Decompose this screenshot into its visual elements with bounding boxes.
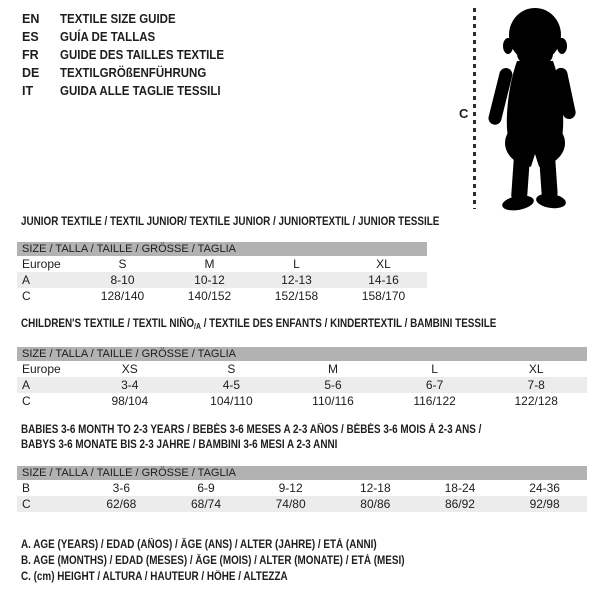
footnotes [21, 537, 467, 585]
language-row-de [22, 64, 238, 82]
language-code: FR [22, 48, 39, 62]
footnote-c [21, 569, 467, 585]
cell: 62/68 [79, 496, 164, 512]
language-code: DE [22, 66, 40, 80]
cell: 4-5 [181, 377, 283, 393]
size-header-bar: SIZE / TALLA / TAILLE / GRÖSSE / TAGLIA [17, 242, 427, 256]
language-row-es [22, 28, 238, 46]
language-label: TEXTILGRÖßENFÜHRUNG [60, 66, 207, 80]
size-header-row [17, 347, 587, 361]
cell: 12-13 [253, 272, 340, 288]
cell: 110/116 [312, 394, 354, 408]
language-label: GUIDA ALLE TAGLIE TESSILI [60, 84, 221, 98]
cell: 7-8 [485, 377, 587, 393]
row-label: C [22, 394, 31, 408]
title-pre: CHILDREN'S TEXTILE / TEXTIL NIÑO [21, 318, 195, 330]
size-header-row [17, 466, 587, 480]
cell: 104/110 [210, 394, 253, 408]
table-row [17, 393, 587, 409]
cell: 116/122 [413, 394, 456, 408]
row-label: Europe [22, 362, 61, 376]
height-measure-line [473, 8, 476, 209]
cell: 24-36 [529, 481, 560, 495]
cell: 158/170 [361, 289, 406, 303]
junior-table-title [21, 215, 507, 230]
table-row [17, 288, 427, 304]
size-header-bar: SIZE / TALLA / TAILLE / GRÖSSE / TAGLIA [17, 347, 587, 361]
cell: 6-9 [197, 481, 215, 495]
babies-table-title-line1: BABIES 3-6 MONTH TO 2-3 YEARS / BEBÉS 3-6 MESES A 2-3 AÑOS / BÉBÉS 3-6 MOIS À 2-3 ANS / [21, 424, 482, 436]
junior-table-title-text: JUNIOR TEXTILE / TEXTIL JUNIOR/ TEXTILE JUNIOR / JUNIORTEXTIL / JUNIOR TESSILE [21, 216, 440, 228]
cell: 5-6 [282, 377, 384, 393]
title-post: / TEXTILE DES ENFANTS / KINDERTEXTIL / BAMBINI TESSILE [200, 318, 497, 330]
cell: 86/92 [418, 496, 503, 512]
cell: 9-12 [278, 481, 303, 495]
title-subscript: /A [194, 322, 201, 331]
cell: 3-4 [79, 377, 181, 393]
cell: S [118, 257, 127, 271]
table-row [17, 361, 587, 377]
cell: M [204, 257, 215, 271]
row-label: B [22, 481, 31, 495]
footnote-a [21, 537, 467, 553]
cell: 18-24 [444, 481, 476, 495]
row-label: Europe [22, 257, 61, 271]
footnote-a-text: A. AGE (YEARS) / EDAD (AÑOS) / ÂGE (ANS) / ALTER (JAHRE) / ETÀ (ANNI) [21, 539, 377, 551]
cell: 140/152 [187, 289, 232, 303]
row-label: C [22, 289, 31, 303]
table-row [17, 377, 587, 393]
language-row-it [22, 82, 238, 100]
childrens-size-table [17, 347, 587, 409]
junior-size-table [17, 242, 427, 304]
language-label: TEXTILE SIZE GUIDE [60, 12, 176, 26]
language-code: ES [22, 30, 39, 44]
cell: 8-10 [79, 272, 166, 288]
cell: 74/80 [248, 496, 333, 512]
cell: XS [121, 362, 138, 376]
babies-size-table [17, 466, 587, 512]
cell: 80/86 [333, 496, 418, 512]
cell: 98/104 [111, 394, 149, 408]
row-label: A [17, 377, 79, 393]
language-label: GUIDE DES TAILLES TEXTILE [60, 48, 225, 62]
cell: 10-12 [166, 272, 253, 288]
height-measure-label: C [459, 106, 469, 121]
toddler-silhouette-image [483, 6, 583, 212]
table-row [17, 256, 427, 272]
table-row [17, 272, 427, 288]
childrens-table-title [21, 317, 574, 334]
row-label: C [17, 496, 79, 512]
cell: XL [528, 362, 544, 376]
size-header-row [17, 242, 427, 256]
language-label: GUÍA DE TALLAS [60, 30, 156, 44]
language-row-fr [22, 46, 238, 64]
cell: 12-18 [359, 481, 391, 495]
cell: 122/128 [514, 394, 558, 408]
footnote-b [21, 553, 467, 569]
language-list [22, 10, 238, 100]
cell: 152/158 [274, 289, 319, 303]
cell: L [293, 257, 300, 271]
table-row [17, 480, 587, 496]
cell: S [227, 362, 236, 376]
babies-table-title [21, 423, 556, 453]
cell: 6-7 [384, 377, 486, 393]
table-row [17, 496, 587, 512]
language-row-en [22, 10, 238, 28]
row-label: A [17, 272, 79, 288]
language-code: IT [22, 84, 34, 98]
cell: 68/74 [164, 496, 249, 512]
footnote-b-text: B. AGE (MONTHS) / EDAD (MESES) / ÂGE (MOIS) / ALTER (MONATE) / ETÀ (MESI) [21, 555, 405, 567]
cell: 92/98 [502, 496, 587, 512]
cell: 128/140 [100, 289, 145, 303]
footnote-c-text: C. (cm) HEIGHT / ALTURA / HAUTEUR / HÖHE / ALTEZZA [21, 571, 288, 583]
childrens-table-title-text [21, 317, 496, 334]
cell: 3-6 [112, 481, 130, 495]
cell: 14-16 [340, 272, 427, 288]
cell: M [327, 362, 338, 376]
cell: XL [376, 257, 391, 271]
cell: L [431, 362, 438, 376]
language-code: EN [22, 12, 40, 26]
size-header-bar: SIZE / TALLA / TAILLE / GRÖSSE / TAGLIA [17, 466, 587, 480]
babies-table-title-line2: BABYS 3-6 MONATE BIS 2-3 JAHRE / BAMBINI 3-6 MESI A 2-3 ANNI [21, 439, 338, 451]
